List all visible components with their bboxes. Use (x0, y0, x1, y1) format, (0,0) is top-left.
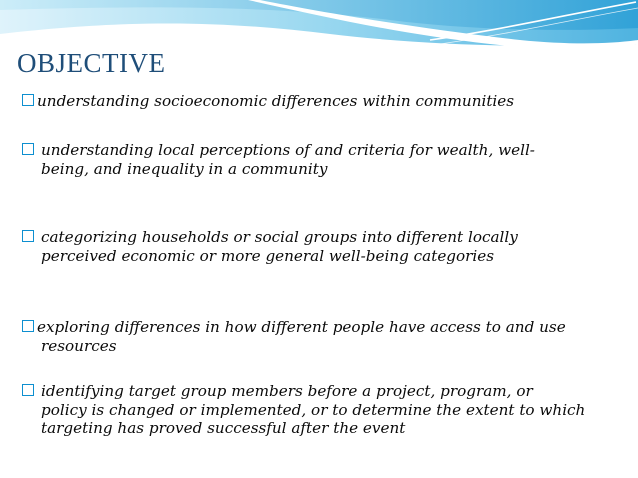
slide-title: OBJECTIVE (17, 48, 166, 78)
bullet-text-line: resources (41, 336, 117, 355)
bullet-text-line: identifying target group members before a project, program, or (41, 382, 533, 400)
bullet-text-line: exploring differences in how different people have access to and use (37, 318, 566, 336)
list-item (22, 382, 622, 438)
list-item (22, 141, 622, 178)
checkbox-bullet-icon (22, 384, 34, 396)
list-item (22, 92, 622, 111)
bullet-text-line: understanding local perceptions of and criteria for wealth, well- (41, 141, 535, 159)
list-item (22, 318, 622, 355)
list-item (22, 228, 622, 265)
bullet-text-line: perceived economic or more general well-being categories (41, 246, 495, 265)
bullet-text-line: policy is changed or implemented, or to determine the extent to which (41, 400, 586, 419)
bullet-text-line: categorizing households or social groups into different locally (41, 228, 518, 246)
bullet-text-line: targeting has proved successful after the event (41, 419, 406, 437)
checkbox-bullet-icon (22, 230, 34, 242)
bullet-text-line: being, and inequality in a community (41, 159, 328, 178)
checkbox-bullet-icon (22, 320, 34, 332)
checkbox-bullet-icon (22, 143, 34, 155)
bullet-text-line: understanding socioeconomic differences within communities (37, 92, 515, 110)
checkbox-bullet-icon (22, 94, 34, 106)
